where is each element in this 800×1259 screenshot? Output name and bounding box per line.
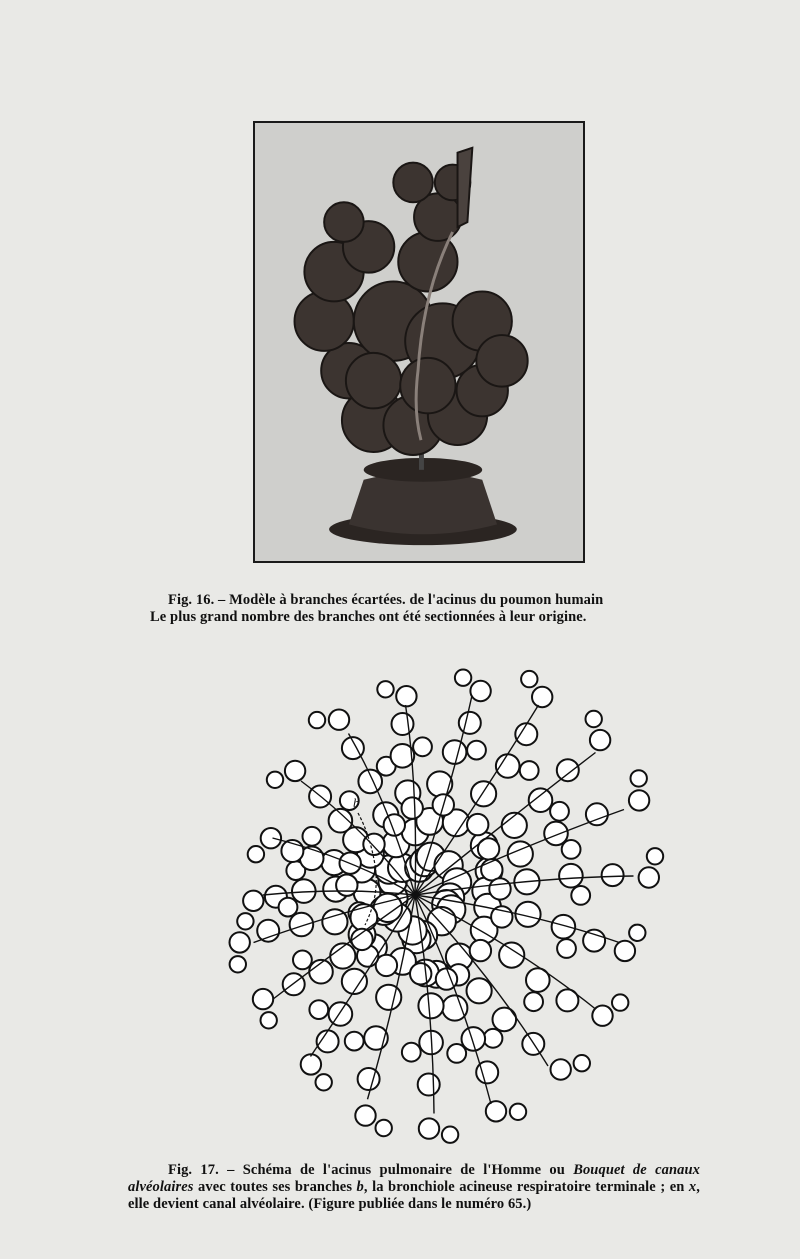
schema-lobe: [521, 671, 537, 687]
schema-lobe: [351, 929, 372, 950]
schema-lobe: [602, 864, 624, 886]
schema-lobe: [529, 788, 553, 812]
schema-lobe: [467, 814, 488, 835]
schema-lobe: [377, 681, 393, 697]
figure-16-caption-line-1: Fig. 16. – Modèle à branches écartées. de l'acinus du poumon humain: [168, 592, 604, 608]
schema-lobe: [392, 713, 414, 735]
schema-lobe: [532, 687, 552, 707]
schema-lobe: [248, 846, 264, 862]
schema-lobe: [590, 730, 610, 750]
schema-lobe: [358, 1068, 380, 1090]
schema-lobe: [427, 771, 452, 796]
schema-lobe: [329, 710, 349, 730]
schema-lobe: [467, 741, 486, 760]
schema-lobe: [515, 723, 537, 745]
schema-lobe: [329, 1002, 353, 1026]
schema-lobe: [574, 1055, 590, 1071]
schema-lobe: [459, 712, 481, 734]
figure-17-caption-text-4: , elle devient canal alvéolaire. (Figure publiée dans le numéro 65.): [128, 1179, 700, 1212]
schema-lobe: [303, 827, 322, 846]
figure-17-caption-text-3: , la bronchiole acineuse respiratoire terminale ; en: [363, 1179, 689, 1195]
schema-lobe: [470, 681, 490, 701]
schema-lobe: [470, 940, 491, 961]
schema-lobe: [237, 913, 253, 929]
acinus-schema-svg: [160, 635, 690, 1155]
schema-lobe: [442, 1127, 458, 1143]
schema-lobe: [261, 1012, 277, 1028]
acinus-model-illustration: [255, 123, 583, 561]
schema-lobe: [257, 920, 279, 942]
schema-lobe: [316, 1074, 332, 1090]
schema-lobe: [508, 841, 533, 866]
schema-lobe: [402, 797, 423, 818]
schema-lobe: [355, 1105, 375, 1125]
schema-lobe: [418, 993, 443, 1018]
schema-lobe: [261, 828, 281, 848]
schema-lobe: [524, 992, 543, 1011]
figure-16-caption: [150, 592, 690, 626]
schema-lobe: [455, 670, 471, 686]
schema-lobe: [639, 867, 659, 887]
schema-lobe: [345, 1032, 364, 1051]
schema-lobe: [442, 995, 467, 1020]
schema-lobe: [550, 802, 569, 821]
schema-lobe: [612, 994, 628, 1010]
schema-lobe: [493, 1008, 517, 1032]
schema-lobe: [285, 761, 305, 781]
schema-lobe: [510, 1104, 526, 1120]
schema-lobe: [309, 712, 325, 728]
schema-lobe: [562, 840, 581, 859]
schema-lobe: [484, 1029, 503, 1048]
acinus-schema-drawing: [160, 635, 690, 1155]
schema-lobe: [462, 1027, 486, 1051]
schema-label-b: b: [353, 795, 360, 810]
schema-lobe: [419, 1118, 439, 1138]
schema-lobe: [402, 1043, 421, 1062]
schema-lobe: [471, 781, 496, 806]
schema-lobe: [559, 864, 583, 888]
schema-lobe: [363, 834, 384, 855]
schema-lobe: [551, 1059, 571, 1079]
schema-lobe: [243, 891, 263, 911]
schema-lobe: [267, 772, 283, 788]
schema-lobe: [293, 951, 312, 970]
schema-lobe: [571, 886, 590, 905]
schema-lobe: [489, 878, 510, 899]
schema-lobe: [615, 941, 635, 961]
acinus-model-photo: [253, 121, 585, 563]
schema-lobe: [629, 925, 645, 941]
schema-lobe: [410, 963, 431, 984]
figure-17-caption-text-2: avec toutes ses branches: [193, 1179, 357, 1195]
schema-lobe: [557, 939, 576, 958]
schema-lobe: [447, 1044, 466, 1063]
schema-lobe: [557, 759, 579, 781]
schema-lobe: [647, 848, 663, 864]
schema-lobe: [290, 913, 314, 937]
schema-lobe: [629, 790, 649, 810]
figure-17-caption-italic-3: x: [688, 1179, 697, 1195]
schema-lobe: [230, 932, 250, 952]
schema-lobe: [552, 915, 576, 939]
figure-17-caption-text: Fig. 17. – Schéma de l'acinus pulmonaire de l'Homme ou: [168, 1162, 574, 1178]
schema-lobe: [586, 711, 602, 727]
schema-lobe: [336, 875, 357, 896]
figure-17-caption: [128, 1162, 700, 1213]
schema-lobe: [486, 1101, 506, 1121]
schema-lobe: [230, 956, 246, 972]
schema-lobe: [279, 898, 298, 917]
schema-lobe: [396, 686, 416, 706]
schema-lobe: [376, 985, 401, 1010]
schema-lobe: [418, 1074, 440, 1096]
schema-lobe: [583, 930, 605, 952]
schema-lobe: [301, 1054, 321, 1074]
schema-lobe: [443, 740, 467, 764]
schema-lobe: [467, 978, 492, 1003]
figure-17-caption-italic-1: Bouquet de canaux alvéolaires: [128, 1162, 701, 1195]
schema-lobe: [631, 770, 647, 786]
schema-lobe: [413, 737, 432, 756]
figure-16-caption-line-2: Le plus grand nombre des branches ont été sectionnées à leur origine.: [150, 609, 587, 625]
schema-lobe: [376, 1120, 392, 1136]
figure-17-caption-italic-2: b: [356, 1179, 364, 1195]
schema-lobe: [520, 761, 539, 780]
schema-lobe: [253, 989, 273, 1009]
schema-lobe: [309, 1000, 328, 1019]
